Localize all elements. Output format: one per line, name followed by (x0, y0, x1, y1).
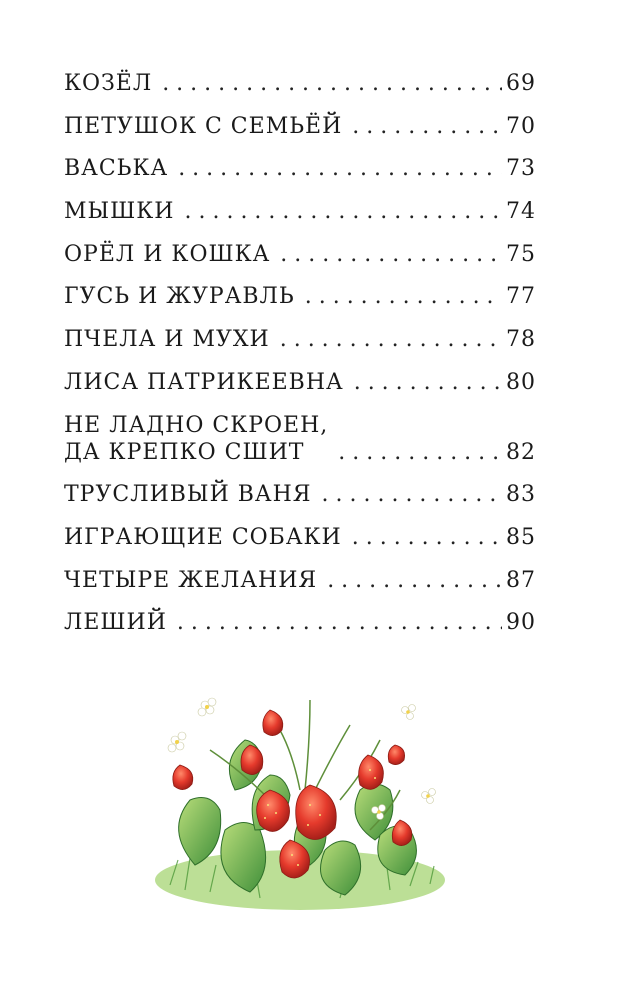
dot-leader (305, 283, 502, 310)
toc-entry-page: 70 (506, 113, 536, 139)
toc-entry-igrayushchie-sobaki[interactable] (64, 524, 536, 551)
dot-leader (338, 439, 502, 466)
toc-entry-title: ВАСЬКА (64, 156, 169, 182)
toc-entry-kozel[interactable] (64, 70, 536, 97)
toc-entry-title: ЧЕТЫРЕ ЖЕЛАНИЯ (64, 567, 318, 593)
toc-entry-page: 77 (506, 284, 536, 310)
dot-leader (322, 481, 502, 508)
toc-entry-title-block (64, 412, 328, 466)
toc-entry-title: ОРЁЛ И КОШКА (64, 241, 271, 267)
dot-leader (185, 198, 503, 225)
toc-entry-lisa-patrikeevna[interactable] (64, 369, 536, 396)
toc-entry-page: 73 (506, 156, 536, 182)
toc-entry-page: 85 (506, 524, 536, 550)
toc-entry-myshki[interactable] (64, 198, 536, 225)
dot-leader (280, 326, 502, 353)
toc-entry-truslivy-vanya[interactable] (64, 481, 536, 508)
toc-entry-page: 83 (506, 482, 536, 508)
toc-entry-page: 87 (506, 567, 536, 593)
toc-entry-ne-ladno-skroen[interactable] (64, 412, 536, 466)
toc-entry-title: ПЧЕЛА И МУХИ (64, 327, 270, 353)
toc-entry-title: ТРУСЛИВЫЙ ВАНЯ (64, 482, 312, 508)
dot-leader (352, 524, 502, 551)
table-of-contents (64, 70, 536, 652)
dot-leader (327, 567, 502, 594)
toc-entry-title: КОЗЁЛ (64, 71, 153, 96)
toc-entry-page: 80 (506, 369, 536, 395)
strawberry-bush-illustration (150, 680, 450, 915)
toc-entry-leshy[interactable] (64, 609, 536, 636)
toc-entry-title: ЛИСА ПАТРИКЕЕВНА (64, 369, 344, 395)
toc-entry-page: 82 (506, 439, 536, 465)
toc-entry-petushok[interactable] (64, 113, 536, 140)
toc-entry-page: 69 (506, 71, 536, 96)
toc-entry-title-line1: НЕ ЛАДНО СКРОЕН, (64, 412, 329, 438)
toc-entry-page: 75 (506, 241, 536, 267)
dot-leader (280, 241, 502, 268)
toc-entry-title: ПЕТУШОК С СЕМЬЁЙ (64, 113, 343, 139)
toc-entry-page: 78 (506, 327, 536, 353)
dot-leader (178, 155, 502, 182)
toc-entry-page: 74 (506, 199, 536, 225)
toc-entry-orel-i-koshka[interactable] (64, 241, 536, 268)
toc-entry-title: МЫШКИ (64, 199, 175, 225)
toc-entry-page: 90 (506, 610, 536, 636)
toc-entry-title: ГУСЬ И ЖУРАВЛЬ (64, 284, 295, 310)
dot-leader (162, 70, 502, 97)
toc-entry-chetyre-zhelaniya[interactable] (64, 567, 536, 594)
toc-entry-title: ИГРАЮЩИЕ СОБАКИ (64, 524, 342, 550)
toc-entry-title: ДА КРЕПКО СШИТ (64, 439, 305, 465)
toc-entry-gus-i-zhuravl[interactable] (64, 283, 536, 310)
dot-leader (177, 609, 502, 636)
toc-entry-title: ЛЕШИЙ (64, 610, 167, 636)
toc-entry-pchela-i-mukhi[interactable] (64, 326, 536, 353)
dot-leader (352, 113, 502, 140)
dot-leader (354, 369, 502, 396)
toc-entry-vaska[interactable] (64, 155, 536, 182)
